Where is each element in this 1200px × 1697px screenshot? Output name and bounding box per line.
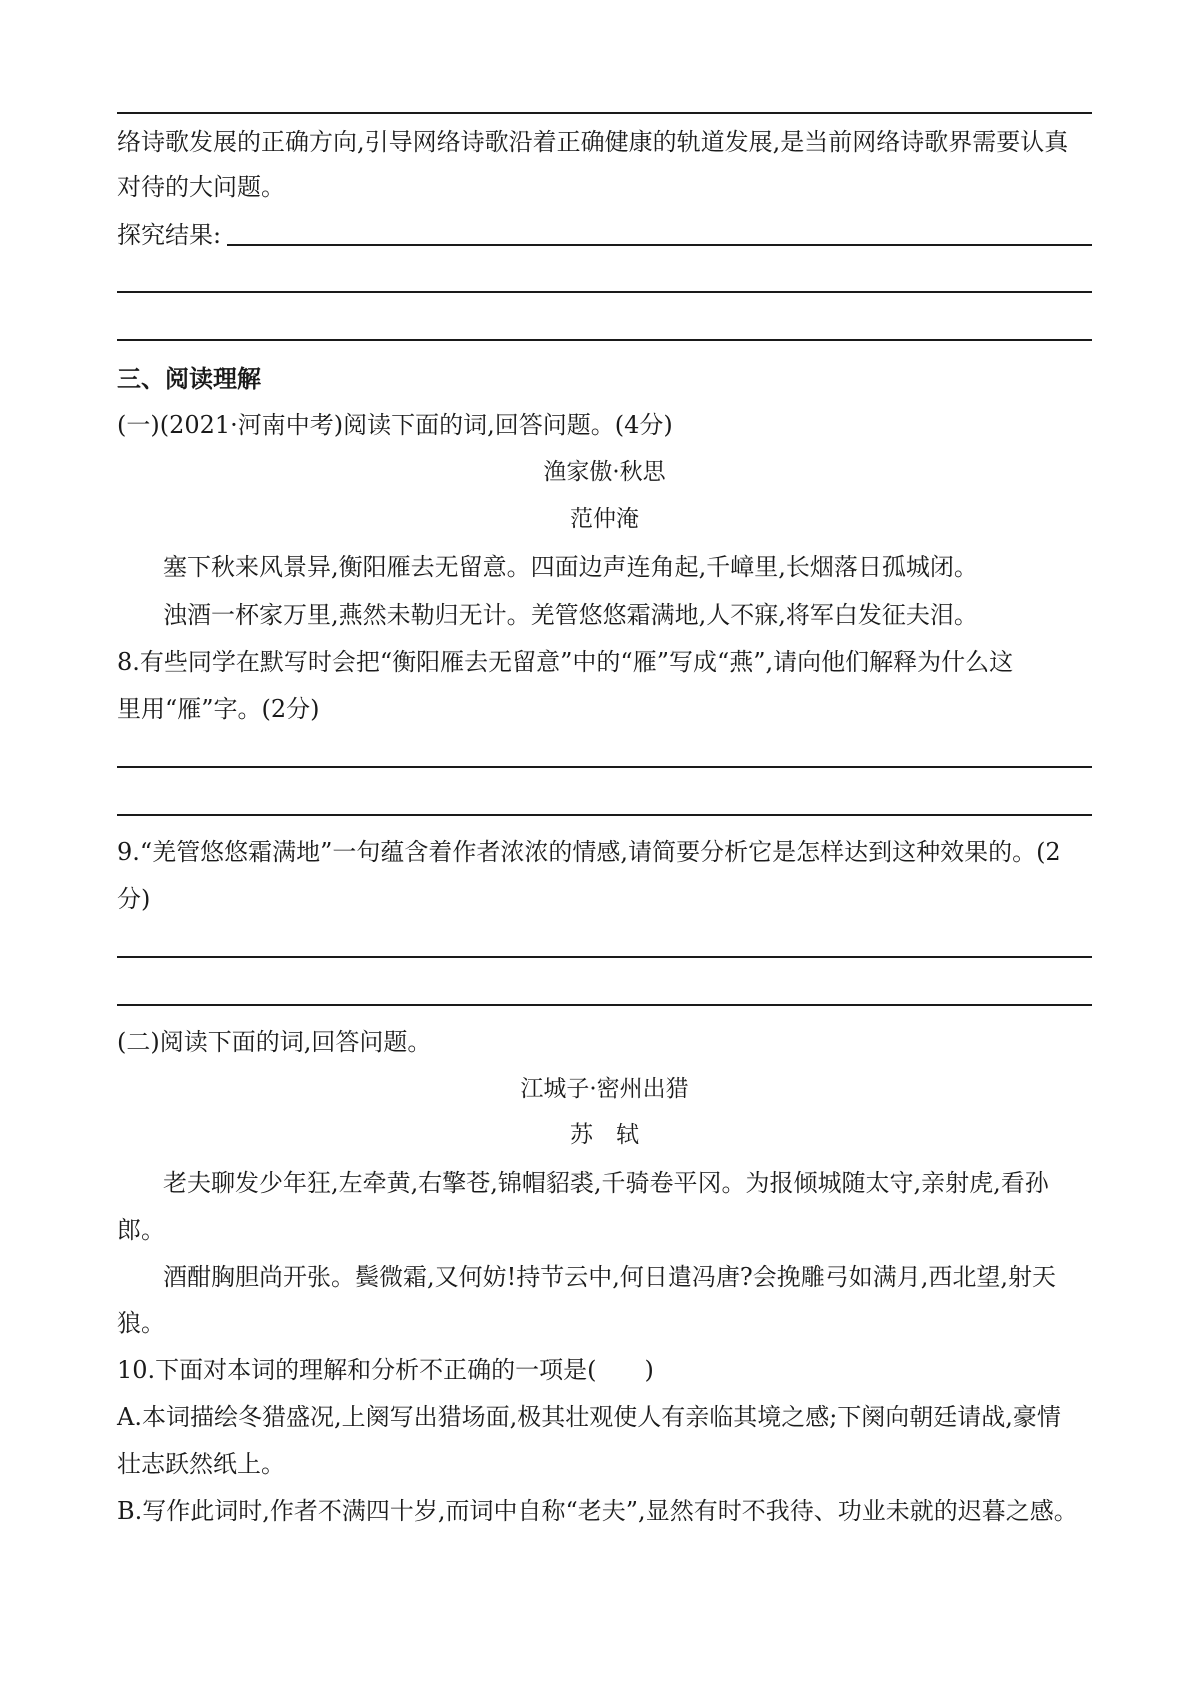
intro-line-1: 络诗歌发展的正确方向,引导网络诗歌沿着正确健康的轨道发展,是当前网络诗歌界需要认真 [117, 128, 1069, 156]
question-10: 10.下面对本词的理解和分析不正确的一项是( ) [117, 1356, 654, 1384]
poem2-stanza-1-line-2: 郎。 [117, 1216, 165, 1244]
result-answer-line-3[interactable] [117, 339, 1092, 341]
q8-answer-line-2[interactable] [117, 814, 1092, 816]
poem1-stanza-2: 浊酒一杯家万里,燕然未勒归无计。羌管悠悠霜满地,人不寐,将军白发征夫泪。 [163, 601, 978, 629]
poem1-author: 范仲淹 [570, 506, 639, 532]
result-label: 探究结果: [117, 221, 222, 249]
q9-answer-line-2[interactable] [117, 1004, 1092, 1006]
question-8-line-1: 8.有些同学在默写时会把“衡阳雁去无留意”中的“雁”写成“燕”,请向他们解释为什么这 [117, 648, 1014, 676]
q8-answer-line-1[interactable] [117, 766, 1092, 768]
part2-intro: (二)阅读下面的词,回答问题。 [117, 1028, 432, 1056]
option-b: B.写作此词时,作者不满四十岁,而词中自称“老夫”,显然有时不我待、功业未就的迟暮之感。 [117, 1497, 1078, 1525]
poem2-stanza-2-line-1: 酒酣胸胆尚开张。鬓微霜,又何妨!持节云中,何日遣冯唐?会挽雕弓如满月,西北望,射天 [163, 1263, 1057, 1291]
section-heading: 三、阅读理解 [117, 364, 261, 393]
question-9-line-1: 9.“羌管悠悠霜满地”一句蕴含着作者浓浓的情感,请简要分析它是怎样达到这种效果的。(2 [117, 838, 1061, 866]
q9-answer-line-1[interactable] [117, 956, 1092, 958]
result-answer-line-1[interactable] [227, 244, 1092, 246]
intro-line-2: 对待的大问题。 [117, 173, 285, 201]
poem2-stanza-2-line-2: 狼。 [117, 1309, 165, 1337]
poem1-title: 渔家傲·秋思 [543, 459, 666, 485]
poem2-author: 苏 轼 [570, 1122, 639, 1148]
poem1-stanza-1: 塞下秋来风景异,衡阳雁去无留意。四面边声连角起,千嶂里,长烟落日孤城闭。 [163, 553, 978, 581]
option-a-line-2: 壮志跃然纸上。 [117, 1450, 285, 1478]
question-8-line-2: 里用“雁”字。(2分) [117, 695, 320, 723]
top-rule [117, 112, 1092, 114]
option-a-line-1: A.本词描绘冬猎盛况,上阕写出猎场面,极其壮观使人有亲临其境之感;下阕向朝廷请战,豪情 [117, 1403, 1061, 1431]
part1-intro: (一)(2021·河南中考)阅读下面的词,回答问题。(4分) [117, 411, 673, 439]
poem2-title: 江城子·密州出猎 [520, 1076, 689, 1102]
poem2-stanza-1-line-1: 老夫聊发少年狂,左牵黄,右擎苍,锦帽貂裘,千骑卷平冈。为报倾城随太守,亲射虎,看孙 [163, 1169, 1049, 1197]
result-answer-line-2[interactable] [117, 291, 1092, 293]
question-9-line-2: 分) [117, 885, 151, 913]
